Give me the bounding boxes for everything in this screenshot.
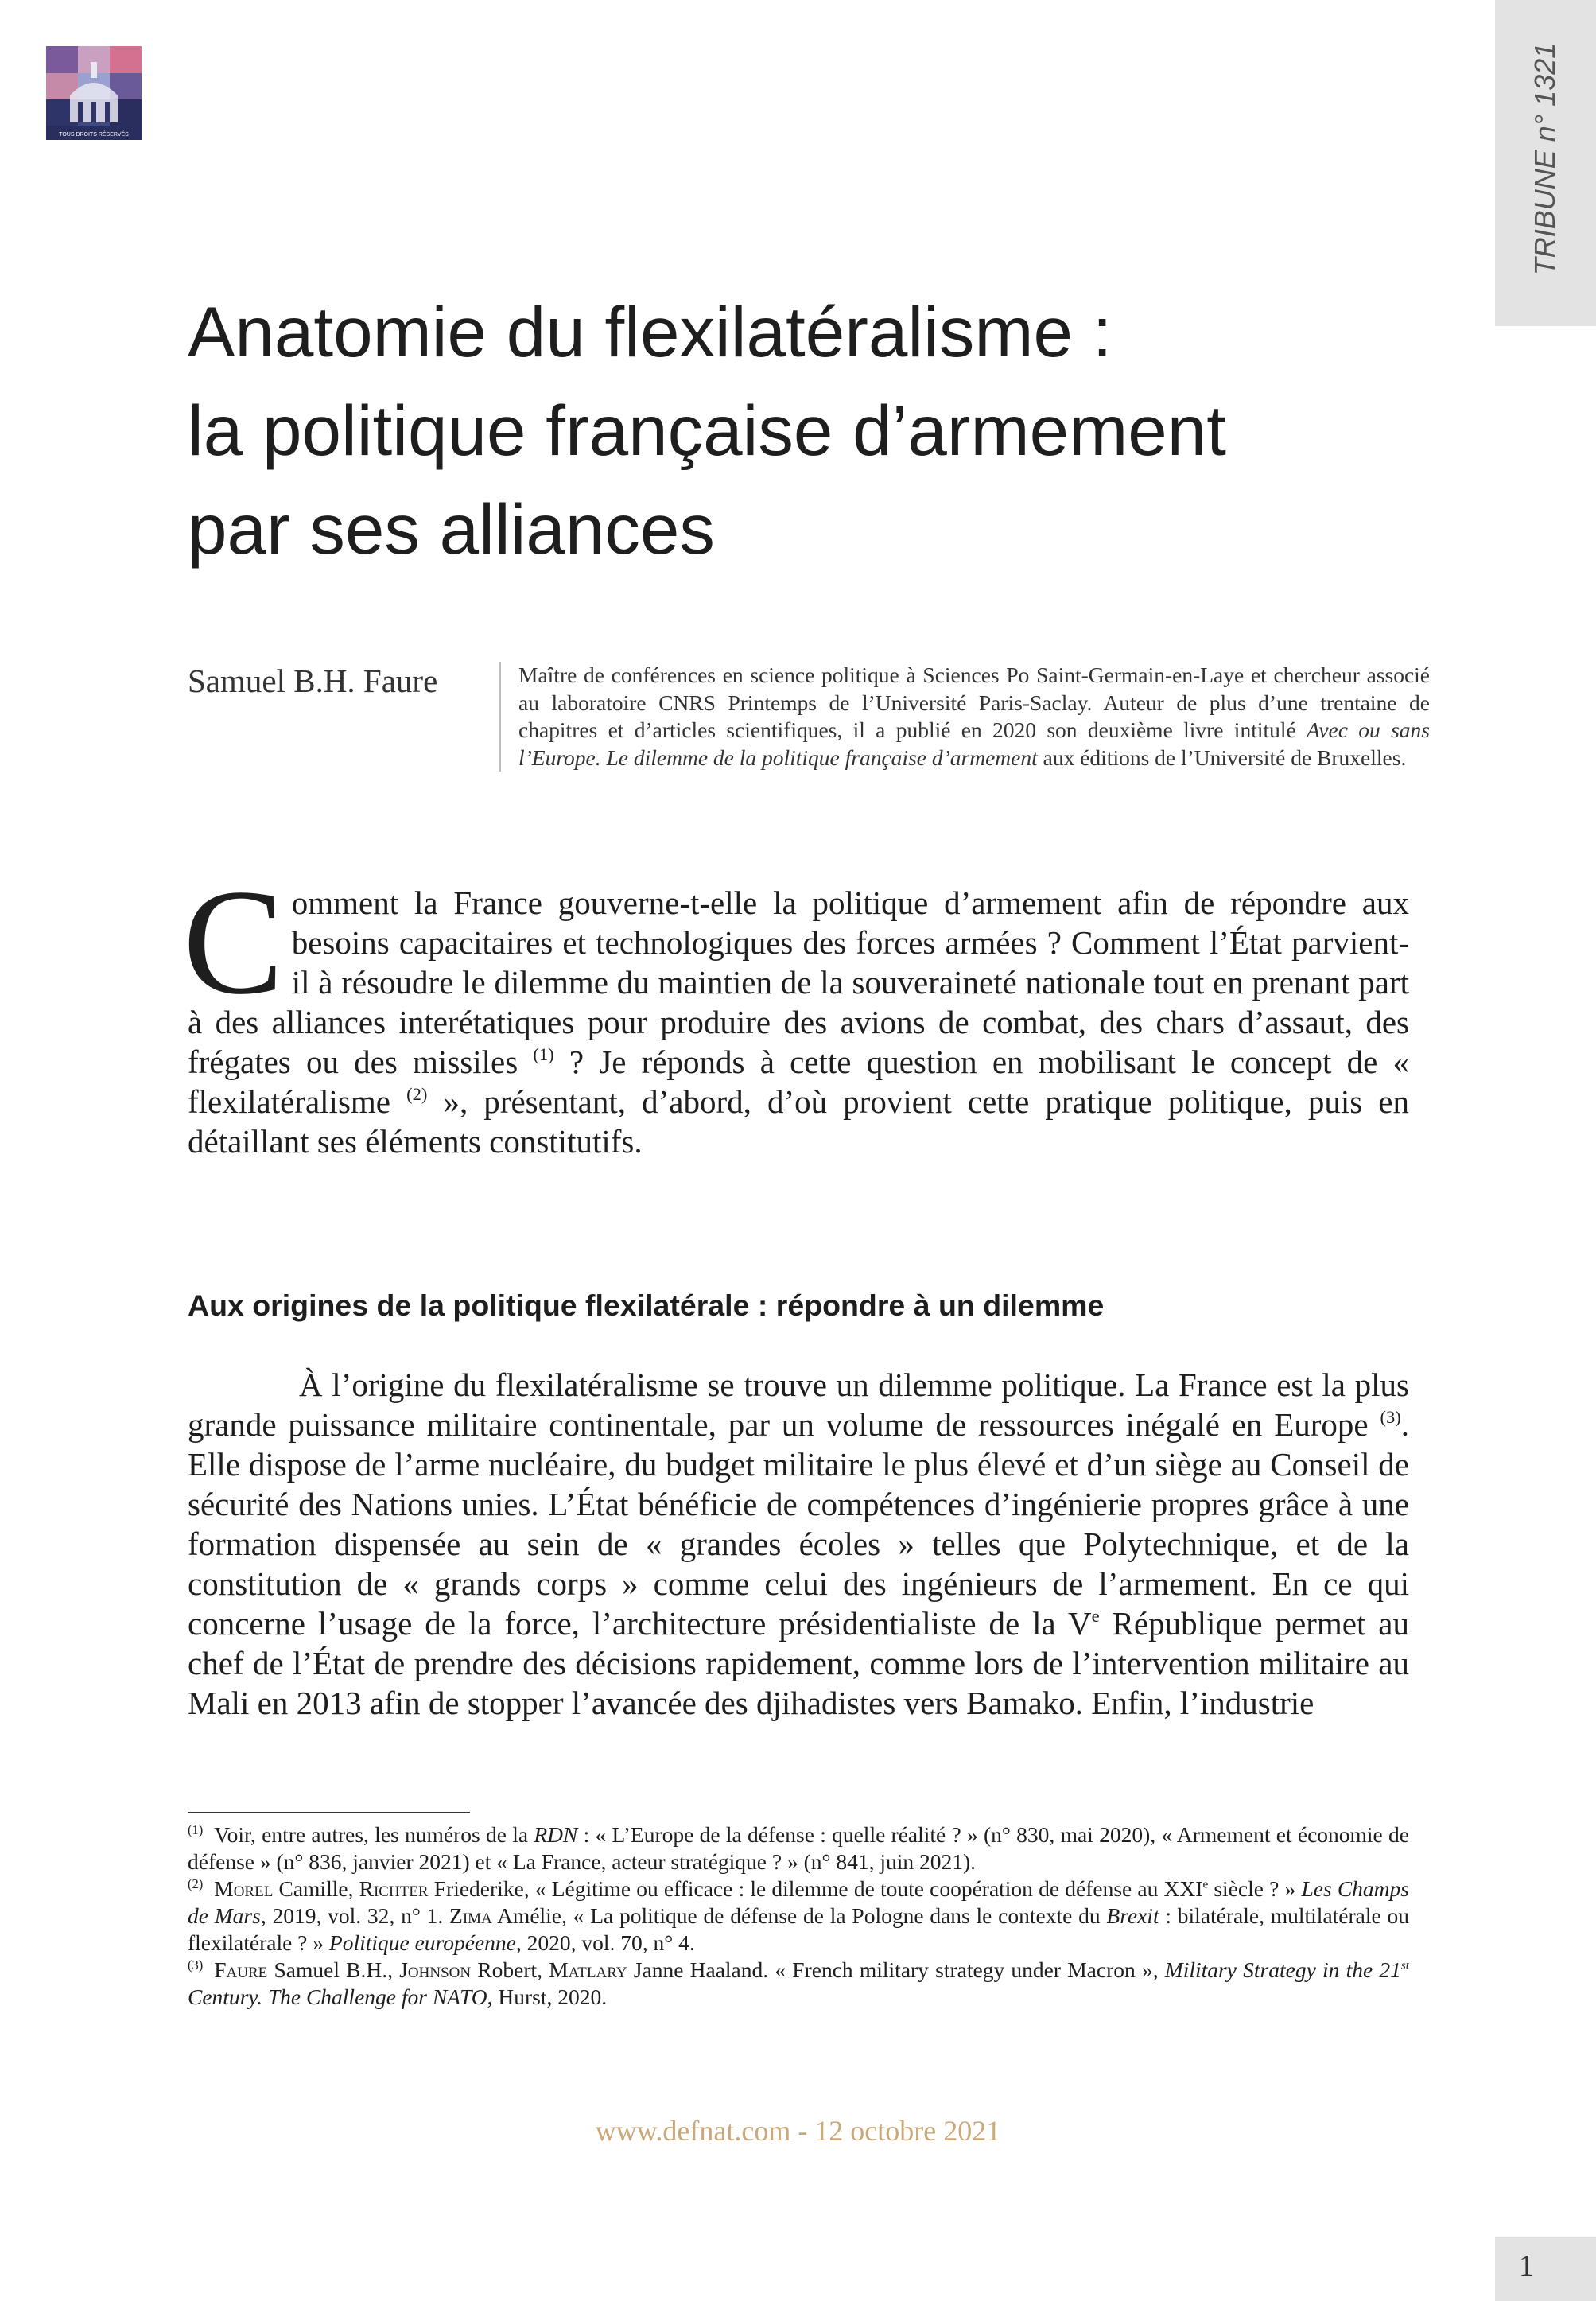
footnote-author: Morel bbox=[214, 1876, 274, 1901]
article-title bbox=[188, 282, 1460, 578]
superscript: st bbox=[1400, 1959, 1409, 1973]
body-text: À l’origine du flexilatéralisme se trouve un dilemme politique. La France est la plus grande puissance militaire continentale, par un volume de ressources inégalé en Europe bbox=[188, 1366, 1409, 1443]
footnote-journal: Politique européenne bbox=[328, 1930, 516, 1955]
author-bio-text: aux éditions de l’Université de Bruxelles. bbox=[1037, 744, 1407, 770]
intro-text: omment la France gouverne-t-elle la politique d’armement afin de répondre aux besoins capacitaires et technologiques des forces armées ? Comment l’État parvient-il à résoudre le dilemme du maintien de la souveraineté nationale tout en prenant part à des alliances interétatiques pour produire des avions de combat, des chars d’assaut, des frégates ou des missiles bbox=[188, 884, 1409, 1080]
footnote-book: Military Strategy in the 21 bbox=[1164, 1957, 1401, 1982]
footnote-italic: Brexit bbox=[1106, 1903, 1159, 1928]
publication-logo bbox=[46, 46, 142, 140]
footnote-1 bbox=[188, 1821, 1409, 1875]
author-book-title: Avec ou sans l’Europe. Le dilemme de la politique française d’armement bbox=[518, 717, 1430, 770]
footnote-text: siècle ? » bbox=[1208, 1876, 1302, 1901]
intro-paragraph bbox=[183, 859, 1409, 1161]
svg-text:TOUS DROITS RÉSERVÉS: TOUS DROITS RÉSERVÉS bbox=[59, 132, 129, 138]
footnote-book: Century. The Challenge for NATO bbox=[188, 1984, 487, 2009]
footnote-text: , Hurst, 2020. bbox=[487, 1984, 608, 2009]
footnote-text: Robert, bbox=[471, 1957, 549, 1982]
footnote-journal: RDN bbox=[534, 1822, 578, 1847]
body-text: . Elle dispose de l’arme nucléaire, du budget militaire le plus élevé et d’un siège au Conseil de sécurité des Nations unies. L’État bénéficie de compétences d’ingénierie propres grâce à une formation dispensée au sein de « grandes écoles » telles que Polytechnique, et de la constitution de « grands corps » comme celui des ingénieurs de l’armement. En ce qui concerne l’usage de la force, l’architecture présidentialiste de la V bbox=[188, 1406, 1409, 1642]
author-name: Samuel B.H. Faure bbox=[188, 663, 438, 699]
body-paragraph bbox=[188, 1365, 1409, 1723]
footnote-author: Zima bbox=[449, 1903, 492, 1928]
title-line: la politique française d’armement bbox=[188, 391, 1227, 470]
title-line: par ses alliances bbox=[188, 489, 715, 569]
tribune-tab bbox=[1495, 0, 1596, 326]
footnote-text: Amélie, « La politique de défense de la Pologne dans le contexte du bbox=[491, 1903, 1107, 1928]
footnote-author: Matlary bbox=[549, 1957, 627, 1982]
footnote-text: Camille, bbox=[273, 1876, 359, 1901]
footnote-text: : bilatérale, multilatérale ou flexilatérale ? » bbox=[188, 1903, 1409, 1955]
footnote-author: Faure bbox=[214, 1957, 268, 1982]
drop-cap: C bbox=[183, 859, 284, 1026]
footnote-3 bbox=[188, 1957, 1409, 2011]
footnote-mark: (3) bbox=[188, 1957, 204, 1973]
institut-building-logo-icon bbox=[46, 46, 142, 140]
page-number-tab bbox=[1495, 2237, 1596, 2301]
footnote-text: , 2020, vol. 70, n° 4. bbox=[515, 1930, 695, 1955]
footnote-ref[interactable]: (2) bbox=[406, 1084, 428, 1105]
footnote-ref[interactable]: (1) bbox=[533, 1044, 554, 1065]
intro-text: ? Je réponds à cette question en mobilisant le concept de « flexilatéralisme bbox=[188, 1044, 1409, 1120]
footnote-mark: (1) bbox=[188, 1822, 204, 1838]
intro-text: », présentant, d’abord, d’où provient cette pratique politique, puis en détaillant ses éléments constitutifs. bbox=[188, 1083, 1409, 1160]
superscript: e bbox=[1202, 1878, 1209, 1891]
footnote-mark: (2) bbox=[188, 1876, 204, 1892]
footnote-text: Janne Haaland. « French military strategy under Macron », bbox=[627, 1957, 1165, 1982]
footnote-text: , 2019, vol. 32, n° 1. bbox=[260, 1903, 450, 1928]
footnote-ref[interactable]: (3) bbox=[1380, 1407, 1401, 1428]
body-text: République permet au chef de l’État de prendre des décisions rapidement, comme lors de l’intervention militaire au Mali en 2013 afin de stopper l’avancée des djihadistes vers Bamako. Enfin, l’industrie bbox=[188, 1605, 1409, 1721]
author-bio bbox=[499, 662, 1430, 772]
tribune-label: TRIBUNE n° 1321 bbox=[1528, 42, 1561, 276]
footnote-journal: Les Champs de Mars bbox=[188, 1876, 1409, 1928]
footnote-text: Samuel B.H., bbox=[267, 1957, 400, 1982]
footnote-text: Voir, entre autres, les numéros de la bbox=[214, 1822, 534, 1847]
title-line: Anatomie du flexilatéralisme : bbox=[188, 292, 1113, 371]
footnote-text: : « L’Europe de la défense : quelle réalité ? » (n° 830, mai 2020), « Armement et économie de défense » (n° 836, janvier 2021) et « La France, acteur stratégique ? » (n° 841, juin 2021). bbox=[188, 1822, 1409, 1874]
footnote-divider bbox=[188, 1812, 470, 1813]
page-number: 1 bbox=[1519, 2249, 1534, 2283]
author-bio-text: Maître de conférences en science politique à Sciences Po Saint-Germain-en-Laye et chercheur associé au laboratoire CNRS Printemps de l’Université Paris-Saclay. Auteur de plus d’une trentaine de chapitres et d’articles scientifiques, il a publié en 2020 son deuxième livre intitulé bbox=[518, 663, 1430, 742]
footnote-author: Johnson bbox=[399, 1957, 472, 1982]
footnote-author: Richter bbox=[359, 1876, 429, 1901]
section-heading: Aux origines de la politique flexilatérale : répondre à un dilemme bbox=[188, 1288, 1105, 1322]
footer-url-date[interactable]: www.defnat.com - 12 octobre 2021 bbox=[595, 2115, 1001, 2147]
superscript: e bbox=[1091, 1606, 1100, 1627]
footnote-2 bbox=[188, 1875, 1409, 1957]
footnotes bbox=[188, 1821, 1409, 2011]
footnote-text: Friederike, « Légitime ou efficace : le dilemme de toute coopération de défense au XXI bbox=[428, 1876, 1203, 1901]
